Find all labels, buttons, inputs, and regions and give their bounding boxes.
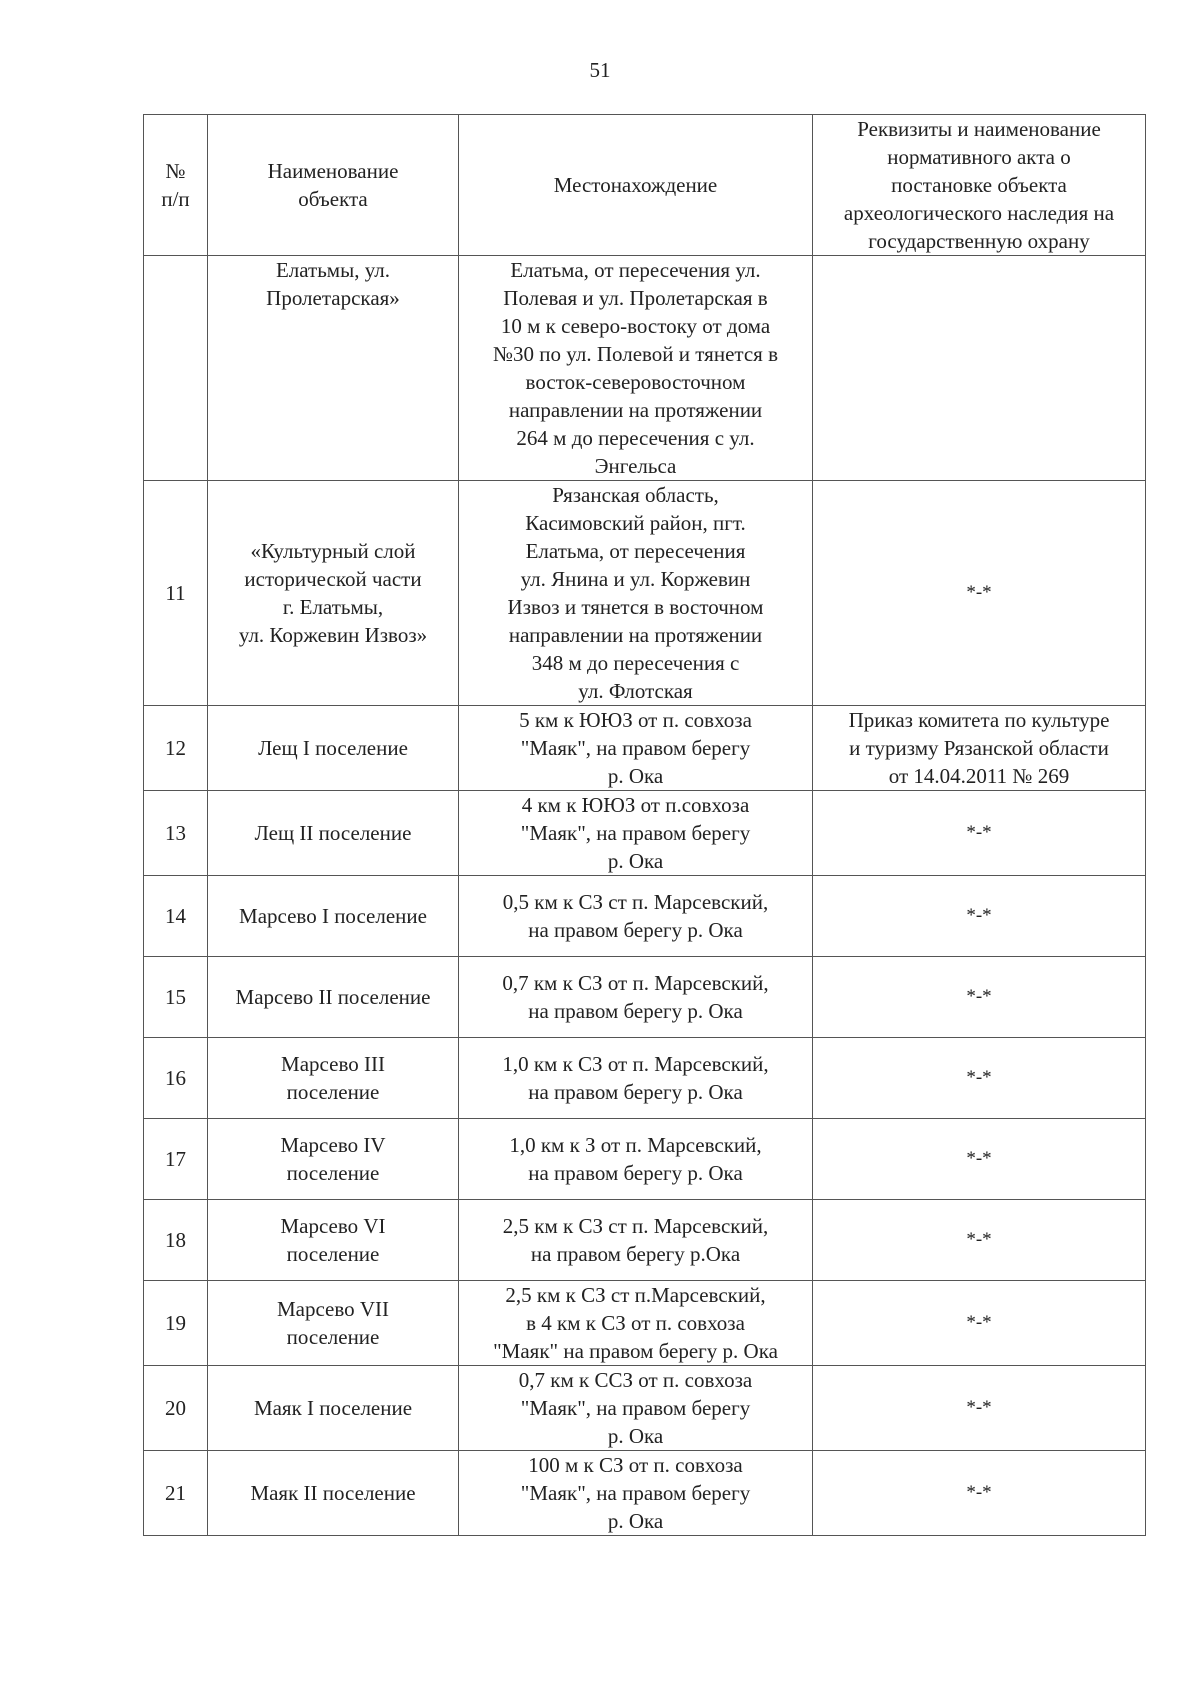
row-name: Марсево IV поселение (208, 1119, 459, 1200)
row-num: 13 (144, 791, 208, 876)
table-row (144, 1451, 1146, 1536)
table-row (144, 876, 1146, 957)
row-num: 17 (144, 1119, 208, 1200)
row-name: Маяк II поселение (208, 1451, 459, 1536)
table-row (144, 957, 1146, 1038)
row-location: Елатьма, от пересечения ул. Полевая и ул. Пролетарская в 10 м к северо-востоку от дома №30 по ул. Полевой и тянется в восток-северовосточном направлении на протяжении 264 м до пересечения с ул. Энгельса (459, 256, 813, 481)
row-act: *-* (813, 876, 1146, 957)
row-name: Марсево VI поселение (208, 1200, 459, 1281)
row-num: 20 (144, 1366, 208, 1451)
header-location: Местонахождение (459, 115, 813, 256)
table-row (144, 481, 1146, 706)
row-name: Марсево II поселение (208, 957, 459, 1038)
row-num: 15 (144, 957, 208, 1038)
row-act: *-* (813, 481, 1146, 706)
row-location: 2,5 км к СЗ ст п. Марсевский, на правом берегу р.Ока (459, 1200, 813, 1281)
row-act: *-* (813, 957, 1146, 1038)
row-act (813, 256, 1146, 481)
header-name: Наименование объекта (208, 115, 459, 256)
row-name: Елатьмы, ул. Пролетарская» (208, 256, 459, 481)
row-act: Приказ комитета по культуре и туризму Рязанской области от 14.04.2011 № 269 (813, 706, 1146, 791)
row-act: *-* (813, 1281, 1146, 1366)
row-location: 100 м к СЗ от п. совхоза "Маяк", на правом берегу р. Ока (459, 1451, 813, 1536)
table-row (144, 1366, 1146, 1451)
row-act: *-* (813, 791, 1146, 876)
table-row (144, 706, 1146, 791)
row-act: *-* (813, 1366, 1146, 1451)
row-act: *-* (813, 1119, 1146, 1200)
page-number: 51 (589, 58, 611, 82)
row-location: Рязанская область, Касимовский район, пгт. Елатьма, от пересечения ул. Янина и ул. Коржевин Извоз и тянется в восточном направлении на протяжении 348 м до пересечения с ул. Флотская (459, 481, 813, 706)
table-row (144, 1038, 1146, 1119)
row-num (144, 256, 208, 481)
table-header-row (144, 115, 1146, 256)
row-location: 5 км к ЮЮЗ от п. совхоза "Маяк", на правом берегу р. Ока (459, 706, 813, 791)
row-num: 19 (144, 1281, 208, 1366)
row-location: 0,5 км к СЗ ст п. Марсевский, на правом берегу р. Ока (459, 876, 813, 957)
header-act: Реквизиты и наименование нормативного акта о постановке объекта археологического наследия на государственную охрану (813, 115, 1146, 256)
row-name: Марсево VII поселение (208, 1281, 459, 1366)
table-row (144, 1281, 1146, 1366)
row-num: 16 (144, 1038, 208, 1119)
row-act: *-* (813, 1451, 1146, 1536)
row-name: Лещ I поселение (208, 706, 459, 791)
row-num: 11 (144, 481, 208, 706)
heritage-registry-table (143, 114, 1146, 1536)
table-row (144, 1200, 1146, 1281)
row-location: 0,7 км к СЗ от п. Марсевский, на правом берегу р. Ока (459, 957, 813, 1038)
table-row (144, 791, 1146, 876)
row-act: *-* (813, 1200, 1146, 1281)
row-location: 1,0 км к СЗ от п. Марсевский, на правом берегу р. Ока (459, 1038, 813, 1119)
row-name: Лещ II поселение (208, 791, 459, 876)
row-location: 1,0 км к З от п. Марсевский, на правом берегу р. Ока (459, 1119, 813, 1200)
row-num: 12 (144, 706, 208, 791)
header-num: № п/п (144, 115, 208, 256)
row-num: 21 (144, 1451, 208, 1536)
row-num: 18 (144, 1200, 208, 1281)
row-name: «Культурный слой исторической части г. Елатьмы, ул. Коржевин Извоз» (208, 481, 459, 706)
row-name: Марсево I поселение (208, 876, 459, 957)
table-row (144, 1119, 1146, 1200)
row-num: 14 (144, 876, 208, 957)
row-location: 4 км к ЮЮЗ от п.совхоза "Маяк", на правом берегу р. Ока (459, 791, 813, 876)
row-name: Маяк I поселение (208, 1366, 459, 1451)
row-location: 0,7 км к ССЗ от п. совхоза "Маяк", на правом берегу р. Ока (459, 1366, 813, 1451)
row-location: 2,5 км к СЗ ст п.Марсевский, в 4 км к СЗ от п. совхоза "Маяк" на правом берегу р. Ока (459, 1281, 813, 1366)
table-row (144, 256, 1146, 481)
row-act: *-* (813, 1038, 1146, 1119)
row-name: Марсево III поселение (208, 1038, 459, 1119)
